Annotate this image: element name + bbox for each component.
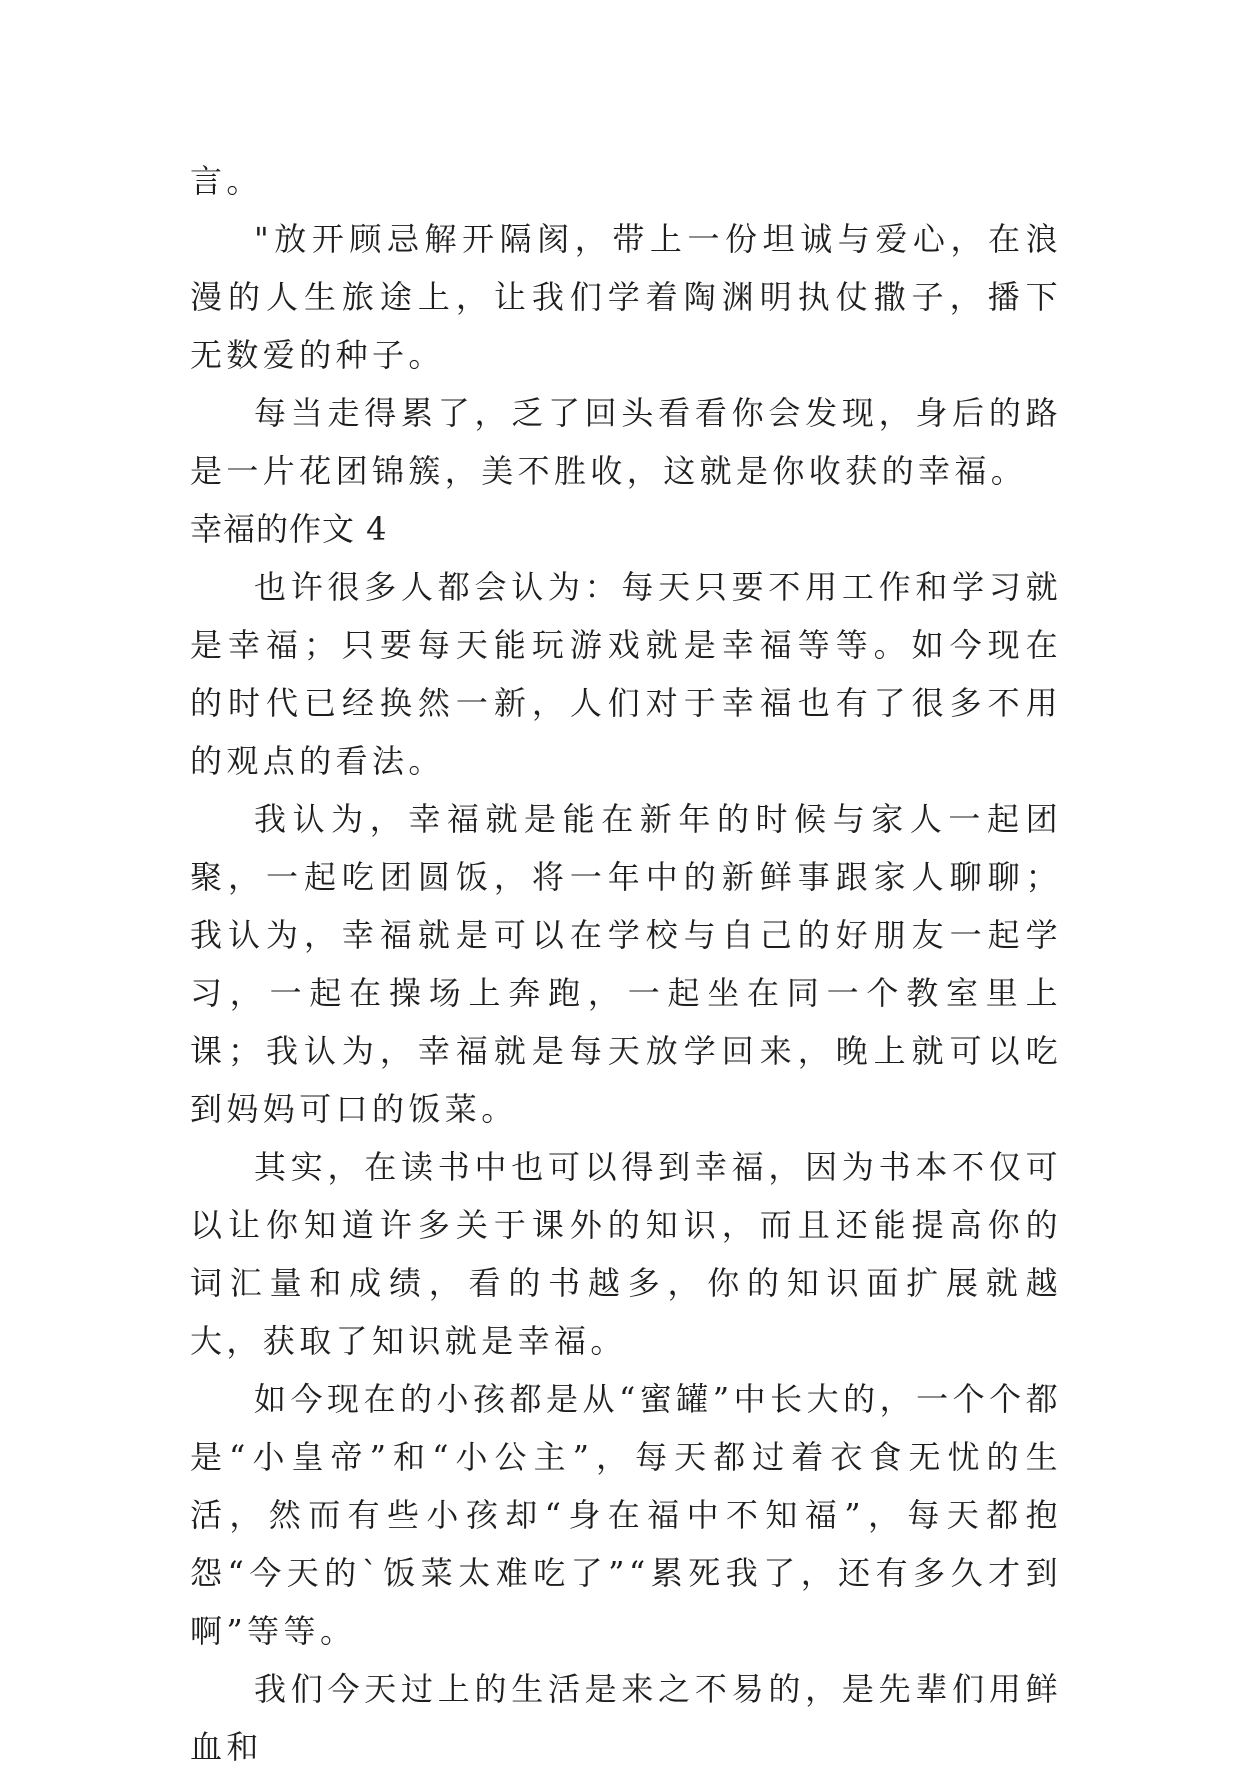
paragraph: 言。 <box>190 162 263 200</box>
document-body <box>190 152 1062 1776</box>
paragraph: 每当走得累了，乏了回头看看你会发现，身后的路是一片花团锦簇，美不胜收，这就是你收获的幸福。 <box>190 394 1062 490</box>
paragraph: 也许很多人都会认为：每天只要不用工作和学习就是幸福；只要每天能玩游戏就是幸福等等。如今现在的时代已经换然一新，人们对于幸福也有了很多不用的观点的看法。 <box>190 568 1062 780</box>
section-heading: 幸福的作文 4 <box>190 510 388 548</box>
paragraph: 其实，在读书中也可以得到幸福，因为书本不仅可以让你知道许多关于课外的知识，而且还能提高你的词汇量和成绩，看的书越多，你的知识面扩展就越大，获取了知识就是幸福。 <box>190 1148 1062 1360</box>
paragraph: "放开顾忌解开隔阂，带上一份坦诚与爱心，在浪漫的人生旅途上，让我们学着陶渊明执仗撒子，播下无数爱的种子。 <box>190 220 1062 374</box>
paragraph: 我认为，幸福就是能在新年的时候与家人一起团聚，一起吃团圆饭，将一年中的新鲜事跟家人聊聊；我认为，幸福就是可以在学校与自己的好朋友一起学习，一起在操场上奔跑，一起坐在同一个教室里上课；我认为，幸福就是每天放学回来，晚上就可以吃到妈妈可口的饭菜。 <box>190 800 1062 1128</box>
paragraph: 如今现在的小孩都是从“蜜罐”中长大的，一个个都是“小皇帝”和“小公主”，每天都过着衣食无忧的生活，然而有些小孩却“身在福中不知福”，每天都抱怨“今天的`饭菜太难吃了”“累死我了，还有多久才到啊”等等。 <box>190 1380 1062 1650</box>
paragraph: 我们今天过上的生活是来之不易的，是先辈们用鲜血和 <box>190 1670 1062 1766</box>
